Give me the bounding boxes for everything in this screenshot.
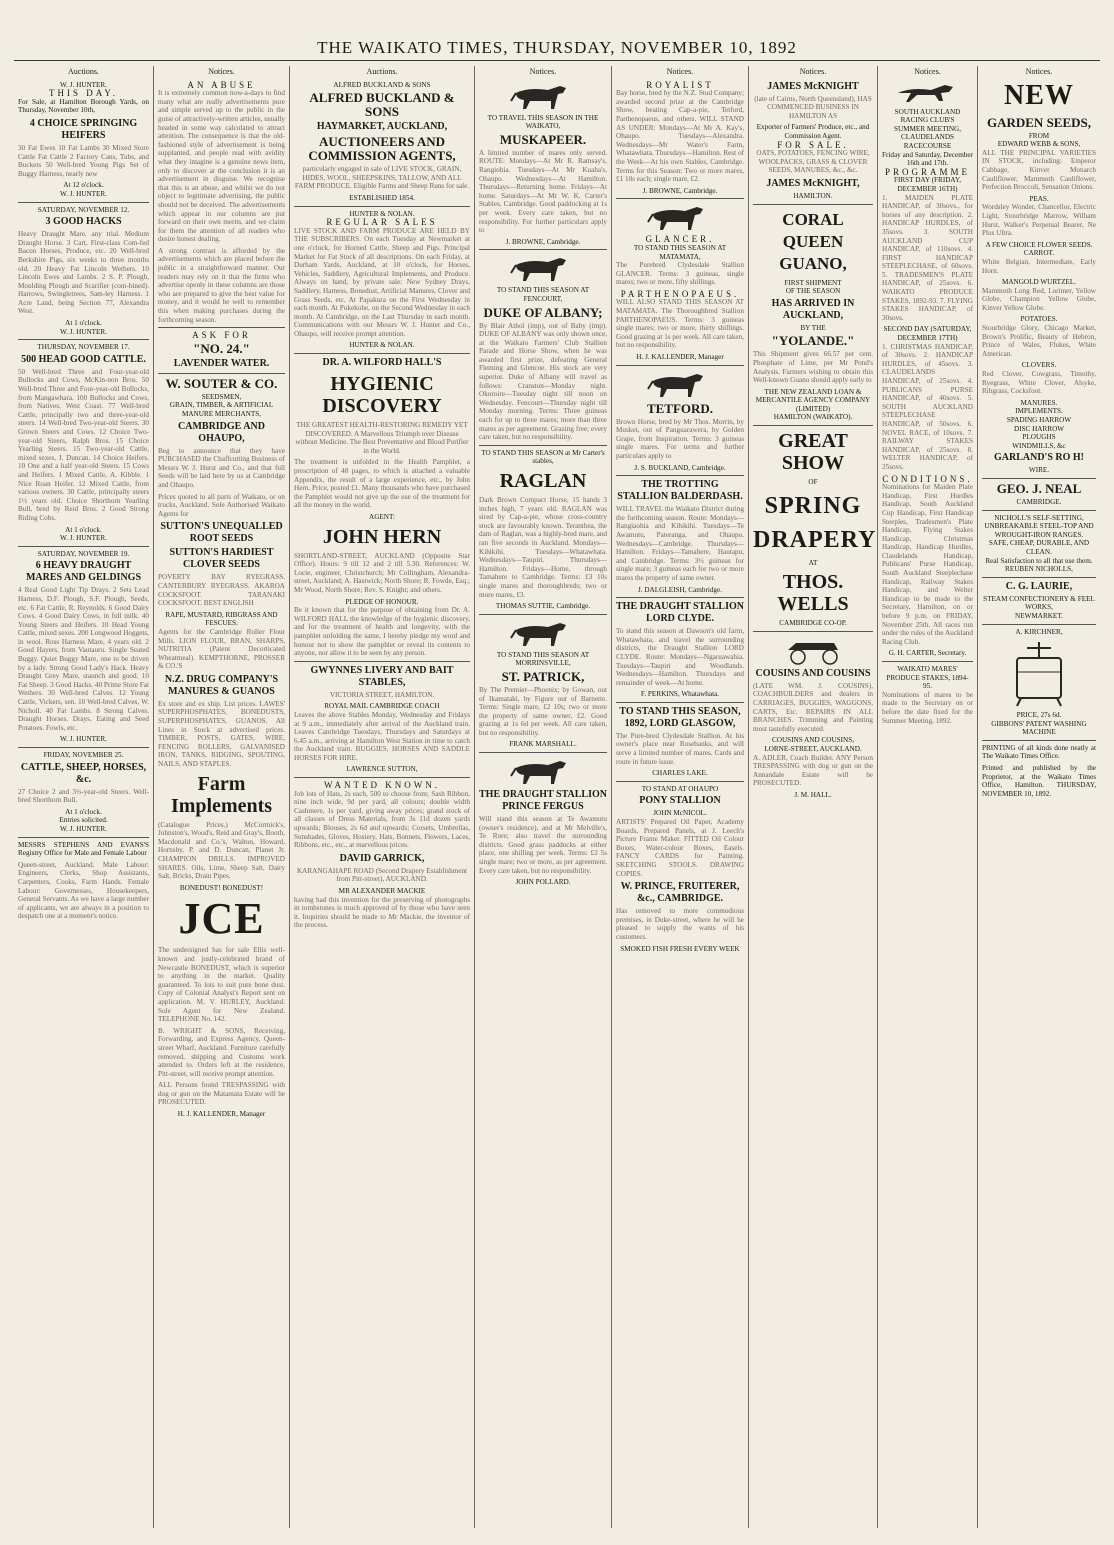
garden-seeds: GARDEN SEEDS,: [986, 114, 1092, 130]
by-the: BY THE: [800, 323, 826, 332]
horse-illustration-icon: [508, 253, 578, 283]
column-auctions-3: [290, 66, 475, 1528]
ask-for-heading: ASK FOR: [192, 330, 251, 341]
racehorse-illustration-icon: [893, 81, 963, 105]
filler-text: The Pure-bred Clydesdale Stallion. At his owner's place near Rosebanks, and will serve a limited number of mares. Cards and route in future issue.: [616, 731, 744, 766]
filler-text: LIVE STOCK AND FARM PRODUCE ARE HELD BY THE SUBSCRIBERS. On each Tuesday at Newmarket at one o'clock, for Horned Cattle, Sheep and Pigs. Principal Market for Fat Stock of all descriptions. On each Friday, at Durham Yards, Auckland, at 10 o'clock, for Horses, Vehicles, Saddlery, Agricultural Implements, and Produce. Always on hand, by private sale: New Sydney Drays, Saddlery, Harness, Bonedust, Artificial Manures, Clover and Grass Seeds, etc. At Papakura on the First Wednesday in each month. At Pukekohe, on the Second Wednesday in each month. At Cambridge, on the Last Thursday in each month. Communications with our Messrs W. J. Hunter and Co., Ohaupo, will receive prompt attention.: [294, 226, 470, 338]
stand-carter: TO STAND THIS SEASON at Mr Carter's stables,: [481, 448, 605, 466]
filler-text: Dark Brown Compact Horse, 15 hands 3 inches high, 7 years old. RAGLAN was sired by Cap-a-pie, whose cross-country stock are favourably known. Teranthea, the dam of Raglan, was a highly-bred mare, and ran five seconds in Auckland. Mondays—Kihikihi. Tuesdays—Whatawhata. Wednesdays—Taupiri. Thursdays—Hamilton. Fridays—Home, through Tamahere to Cambridge. Terms: £3 10s single mares and thoroughbreds; two or more mares, £3.: [479, 496, 607, 599]
filler-text: (Catalogue Prices.) McCormick's, Johnston's, Wood's, Reid and Gray's, Booth, Macdonald and Co.'s, Walton, Howard, Hornsby, P. and D. Duncan, Planet Jr. CHAMPION DRILLS. IMPROVED SHARES. Oils, Lime, Sheep Salt, Dairy Salt, Bricks, Drain Pipes.: [158, 820, 285, 881]
windmills: WINDMILLS, &c: [1012, 441, 1066, 450]
first-day: FIRST DAY (FRIDAY, DECEMBER 16TH): [893, 176, 962, 193]
filler-text: B. WRIGHT & SONS, Receiving, Forwarding, and Express Agency, Queen-street Wharf, Auckland. Furniture carefully removed, shipping and Customs work attended to. Orders left at the residence, Pitt-street, will receive prompt attention.: [158, 1026, 285, 1078]
filler-text: Brown Horse, bred by Mr Thos. Morrin, by Musket, out of Panguarawera, by Golden Grape, from Inspiration. Terms: 3 guineas single mares. For terms and further particulars apply to: [616, 417, 744, 460]
steam-confectionery: STEAM CONFECTIONERY & FEEL WORKS,: [983, 594, 1095, 612]
filler-text: Mammoth Long Red, Lorimer, Yellow Globe, Champion Yellow Globe, Kinver Yellow Globe.: [982, 286, 1096, 312]
prince-fergus: THE DRAUGHT STALLION PRINCE FERGUS: [479, 789, 607, 813]
registry-office-notice: MESSRS STEPHENS AND EVANS'S Registry Office for Male and Female Labour: [18, 840, 149, 858]
column-head: Notices.: [1025, 67, 1053, 76]
filler-text: A limited number of mares only served. ROUTE: Mondays—At Mr R. Ramsay's, Rangiohia. Tuesdays—At Mr Kuaha's, Ohaupo. Wednesdays—At Hamilton. Thursdays—Returning home. Fridays—At home. Saturdays—At Mr W. K. Carter's Stables, Cambridge. Good paddocking at 1s per week. Every care taken, but no responsibility. For further particulars apply to: [479, 148, 607, 235]
horse-illustration-icon: [508, 618, 578, 648]
filler-text: White Belgian, Intermediate, Early Horn.: [982, 257, 1096, 275]
column-notices-5: [612, 66, 749, 1528]
stand-morrinsville: TO STAND THIS SEASON AT MORRINSVILLE,: [496, 650, 590, 668]
neal-cambridge: CAMBRIDGE.: [1016, 497, 1062, 506]
alfred-buckland: ALFRED BUCKLAND & SONS: [309, 90, 455, 120]
filler-text: Has removed to more commodious premises, in Duke-street, where he will be pleased to supply the wants of his customers.: [616, 907, 744, 941]
geo-neal: GEO. J. NEAL: [996, 480, 1082, 496]
john-pollard: JOHN POLLARD.: [515, 878, 571, 887]
for-sale: FOR SALE.: [777, 139, 849, 150]
suttons-clover-seeds: SUTTON'S HARDIEST CLOVER SEEDS: [169, 547, 274, 571]
filler-text: By The Premier—Phoenix; by Gowan, out of Ikamataki, by Figure out of Barnette. Terms: Single mare, £2 10s; two or more the property of same owner, £2. Good grazing at 1s 6d per week. All care taken, but no responsibility.: [479, 685, 607, 737]
carter-secretary: G. H. CARTER, Secretary.: [888, 649, 967, 658]
from-label: FROM: [1028, 131, 1050, 140]
filler-text: Bay horse, bred by the N.Z. Stud Company; awarded second prize at the Cambridge Show, beating Cap-a-pie, Tetford, Parthenopaeus, and others. WILL STAND AS UNDER: Mondays—At Mr A. Kay's, Ohaupo. Tuesdays—Alexandra. Wednesdays—Mr Water's Farm, Whatawhata. Thursdays—Hamilton. Rest of the Week—At his own Stables, Cambridge. Terms for this Season: Two or more mares, £1 10s each; single mare, £2.: [616, 89, 744, 184]
cousins-and-cousins: COUSINS AND COUSINS: [755, 667, 871, 679]
sale-time: At 1 o'clock.: [65, 525, 102, 534]
pony-stallion: PONY STALLION: [639, 795, 721, 807]
kallender-manager: H. J. KALLENDER, Manager: [177, 1110, 266, 1119]
cg-laurie: C. G. LAURIE,: [1005, 580, 1073, 592]
filler-text: Nominations for Maiden Plate Handicap, First Hurdles Handicap, South Auckland Cup Handicap, First Handicap Steeples, Tradesmen's Plate Handicap, Flying Stakes Handicap, Christmas Handicap, Handicap Hurdles, Claudelands Handicap, Publicans' Purse Handicap, South Auckland Steeplechase Handicap, Railway Stakes Handicap, and Welter Handicap to be made to the Secretary, Hamilton, on or before 9 p.m. on FRIDAY, November 25th. All races run under the rules of the Auckland Racing Club.: [882, 483, 973, 646]
wanted-known: WANTED KNOWN.: [324, 780, 440, 791]
pledge-of-honour: PLEDGE OF HONOUR.: [345, 597, 419, 606]
filler-text: particularly engaged in sale of LIVE STOCK, GRAIN, HIDES, WOOL, SHEEPSKINS, TALLOW, AND ALL FARM PRODUCE. Eligible Farms and Sheep Runs for sale.: [294, 165, 470, 191]
filler-text: Prices quoted to all parts of Waikato, or on trucks, Auckland. Sole Authorised Waikato Agents for: [158, 492, 285, 518]
dalgleish-cambridge: J. DALGLEISH, Cambridge.: [637, 585, 723, 594]
regular-sales: REGULAR SALES: [326, 217, 438, 228]
sale-item: 500 HEAD GOOD CATTLE.: [21, 353, 146, 365]
agent-label: AGENT:: [369, 513, 395, 521]
horse-illustration-icon: [508, 81, 578, 111]
hunter-nolan: HUNTER & NOLAN.: [349, 209, 415, 218]
of-season: OF THE SEASON: [785, 287, 841, 296]
carriage-illustration-icon: [778, 635, 848, 665]
filler-text: 30 Fat Ewes 10 Fat Lambs 30 Mixed Store Cattle Fat Cattle 2 Factory Cans, Tubs, and Buckets 50 Well-bred Young Pigs Set of Buggy Harness, nearly new: [18, 143, 149, 178]
garlands: GARLAND'S RO H!: [993, 452, 1084, 464]
potatoes: POTATOES.: [1020, 315, 1058, 324]
filler-text: Stourbridge Glory, Chicago Market, Brown's Prolific, Beauty of Hebron, Prince of Wales, Flukes, White American.: [982, 324, 1096, 358]
filler-text: OATS, POTATOES, FENCING WIRE, WOOLPACKS, GRASS & CLOVER SEEDS, MANURES, &c., &c.: [756, 149, 870, 175]
filler-text: The undersigned has for sale Ellis well-known and justly-celebrated brand of Newcastle BONEDUST, which is superior to anything in the market. Quality guaranteed. To lots to suit pure bone dust. Copy of Colonial Analyst's Report sent on application. M. V. HURLEY, Auckland. Sole Agent for New Zealand. TELEPHONE No. 142.: [158, 946, 285, 1024]
claudelands: CLAUDELANDS RACECOURSE: [900, 133, 955, 150]
seedsmen: SEEDSMEN,: [201, 392, 242, 401]
filler-text: THE GREATEST HEALTH-RESTORING REMEDY YET DISCOVERED. A Marvellous Triumph over Disease without Medicine. The Best Preventative and Blood Purifier in the World.: [295, 421, 469, 455]
column-head: Auctions.: [366, 67, 398, 76]
filler-text: By Blair Athol (imp), out of Baby (imp). DUKE OF ALBANY was only shown once, at the Waikato Farmers' Club Stallion Parade and Horse Show, when he was awarded first prize, defeating General Fleming and Glencoe. His stock are very superior. Duke of Albany will travel as follows: Cranston—Monday night. Okoroire—Tuesday night till noon on Wednesday. Fencourt—Thursday night till Monday morning. Terms: Three guineas each for up to three mares; more than three mares as per agreement. Grazing free; every care taken, but no responsibility.: [479, 321, 607, 442]
auctioneers-agents: AUCTIONEERS AND COMMISSION AGENTS,: [308, 134, 456, 164]
parthenopaeus: PARTHENOPAEUS.: [620, 288, 740, 299]
browne-cambridge: J. BROWNE, Cambridge.: [505, 237, 581, 246]
filler-text: A strong contrast is afforded by the advertisements which are placed before the public in a straightforward manner. Our readers may rely on it that the firms who advertise openly in these columns are those who are prepared to give the best value for money, and it would be well to remember this when making purchases during the forthcoming season.: [158, 246, 285, 324]
clovers: CLOVERS.: [1021, 361, 1057, 370]
royalist: ROYALIST: [646, 79, 714, 90]
filler-text: To stand this season at Dawson's old farm, Whatawhata, and travel the surrounding districts, the Draught Stallion LORD CLYDE. Route: Mondays—Ngaruawahia. Tuesdays—Taupiri and Woodlands. Wednesdays—Hamilton. Thursdays and remainder of week—At home.: [616, 627, 744, 687]
yolande: "YOLANDE.": [771, 333, 855, 349]
filler-text: Will stand this season at Te Awamutu (owner's residence), and at Mr Melville's, Te Rore; also travel the surrounding districts. Good grass paddocks at either place, one shilling per week. Terms: £2 5s single mare; two or more, as per agreement. Every care taken, but no responsibility.: [479, 815, 607, 875]
kirchner: A. KIRCHNER,: [1015, 627, 1063, 636]
race-dates: Friday and Saturday, December 16th and 17th.: [882, 150, 973, 168]
south-auckland-racing: SOUTH AUCKLAND RACING CLUB'S: [894, 107, 961, 125]
sale-date: FRIDAY, NOVEMBER 25.: [43, 751, 124, 759]
of-label: OF: [808, 478, 818, 487]
muskapeer: MUSKAPEER.: [499, 131, 587, 147]
lord-clyde: THE DRAUGHT STALLION LORD CLYDE.: [616, 601, 744, 625]
filler-text: Red Clover, Cowgrass, Timothy, Ryegrass, White Clover, Alsyke, Ribgrass, Cocksfoot.: [982, 370, 1096, 396]
jce-logo: JCE: [178, 894, 265, 944]
implements: IMPLEMENTS.: [1015, 407, 1063, 416]
this-day: THIS DAY.: [48, 88, 118, 99]
smoked-fish: SMOKED FISH FRESH EVERY WEEK: [620, 944, 740, 953]
st-patrick: ST. PATRICK,: [501, 668, 585, 684]
suttons-root-seeds: SUTTON'S UNEQUALLED ROOT SEEDS: [160, 521, 283, 545]
filler-text: ALL Persons found TRESPASSING with dog or gun on the Matamata Estate will be PROSECUTED.: [158, 1081, 285, 1107]
auctioneer-name: W. J. HUNTER.: [59, 824, 108, 833]
column-notices-8: [978, 66, 1100, 1528]
suttie-cambridge: THOMAS SUTTIE, Cambridge.: [495, 602, 591, 611]
great-show: GREAT SHOW: [778, 430, 848, 475]
column-head: Notices.: [208, 67, 235, 76]
filler-text: POVERTY BAY RYEGRASS. CANTERBURY RYEGRASS. AKAROA COCKSFOOT. TARANAKI COCKSFOOT. BEST ENGLISH: [158, 573, 285, 608]
lorne-street: LORNE-STREET, AUCKLAND.: [764, 745, 862, 753]
filler-text: The Purebred Clydesdale Stallion GLANCER. Terms: 3 guineas, single mares; two or more, fifty shillings.: [616, 261, 744, 287]
real-satisfaction: Real Satisfaction to all that use them.: [985, 556, 1093, 565]
at-label: AT: [808, 558, 818, 567]
wilford-hall: DR. A. WILFORD HALL'S: [322, 357, 442, 369]
washing-machine-icon: [1009, 638, 1069, 708]
gibbons-machine: GIBBONS' PATENT WASHING MACHINE: [991, 719, 1087, 737]
filler-text: (LATE WM. J. COUSINS), COACHBUILDERS and dealers in CARRIAGES, BUGGIES, WAGGONS, CARTS, Etc. REPAIRS IN ALL BRANCHES. Trimming and Painting most tastefully executed.: [753, 681, 873, 733]
david-garrick: DAVID GARRICK,: [339, 852, 425, 864]
sale-date: SATURDAY, NOVEMBER 19.: [37, 549, 130, 558]
column-notices-7: [878, 66, 978, 1528]
horse-illustration-icon: [645, 369, 715, 399]
column-notices-6: [749, 66, 878, 1528]
column-head: Auctions.: [68, 67, 99, 76]
cambridge-coop: CAMBRIDGE CO-OP.: [779, 619, 847, 628]
abuse-heading: AN ABUSE: [187, 79, 256, 90]
sale-time: At 1 o'clock.: [65, 807, 102, 816]
auctioneer-name: W. J. HUNTER.: [59, 735, 108, 744]
masthead-rule: [14, 60, 1100, 61]
filler-text: Beg to announce that they have PURCHASED the Chaffcutting Business of Messrs W. J. Hurst and Co., and that full Seeds will be laid here by us at Cambridge and Ohaupo.: [158, 446, 285, 489]
spading-harrow: SPADING HARROW: [1006, 416, 1072, 424]
filler-text: ARTISTS' Prepared Oil Paper, Academy Boards, Prepared Panels, at J. Leech's Picture Frame Maker. FITTED Oil Colour Boxes, Water-colour Boxes, Easels. FANCY CARDS for Painting. SKETCHING STOOLS. DRAWING COPIES.: [616, 818, 744, 878]
sale-time: At 12 o'clock.: [63, 181, 104, 190]
spring-heading: SPRING: [764, 492, 862, 519]
filler-text: Be it known that for the purpose of obtaining from Dr. A. WILFORD HALL the knowledge of the hygienic discovery, and for the treatment of health and longevity, with the pamphlet unfolding the same, I hereby pledge my word and honour not to show the pamphlet or reveal its contents to anyone, nor allow it to be seen by any person.: [294, 606, 470, 658]
no24-heading: "NO. 24.": [193, 340, 250, 356]
raglan: RAGLAN: [499, 470, 587, 492]
column-head: Notices.: [529, 67, 557, 76]
sale-date: THURSDAY, NOVEMBER 17.: [37, 343, 130, 352]
filler-text: Heavy Draught Mare, any trial. Medium Draught Horse. 3 Cart, First-class Com-fed Bacon Horses, Produce, etc. 20 Well-bred Berkshire Pigs, six weeks to three months old. 20 Heavy Fat Lincoln Wethers. 10 Lincoln Ewes and Lambs. 2 S. P. Plough, Moulding Plough and Scarifier (com-bined). Harrows, Swingletrees, Sam-ley Harness. 1 Acre Land, being Section 77, Alexandra West.: [18, 230, 149, 316]
ploughs: PLOUGHS: [1022, 433, 1056, 442]
balderdash: THE TROTTING STALLION BALDERDASH.: [617, 479, 743, 503]
established: ESTABLISHED 1854.: [349, 193, 415, 202]
auctioneer-name: W. J. HUNTER.: [59, 80, 108, 89]
hygienic-discovery: HYGIENIC DISCOVERY: [322, 373, 442, 418]
filler-text: This Shipment gives 66.57 per cent. Phosphate of Lime, per Mr Pond's Analysis. Farmers wishing to obtain this Well-known Guano should apply early to: [753, 350, 873, 385]
arrived-auckland: HAS ARRIVED IN AUCKLAND,: [771, 297, 855, 321]
auctioneer-name: W. J. HUNTER.: [59, 189, 108, 198]
james-mcknight: JAMES McKNIGHT: [767, 80, 859, 92]
stand-matamata: TO STAND THIS SEASON AT MATAMATA,: [633, 243, 727, 261]
filler-text: KARANGAHAPE ROAD (Second Drapery Establishment from Pitt-street), AUCKLAND.: [296, 866, 468, 884]
column-head: Notices.: [666, 67, 694, 76]
filler-text: SHORTLAND-STREET, AUCKLAND (Opposite Star Office). Hours: 9 till 12 and 2 till 5.30. References: W. Locie, engineer, Christchurch; Mr Collingham, Alexandra-street, Auckland; A. Hastwick; North Shore; R. Fowde, Esq.; Mr Wood, North Shore; Rev. S. Knight; and others.: [294, 551, 470, 594]
filler-text: 1. CHRISTMAS HANDICAP, of 30sovs. 2. HANDICAP HURDLES, of 45sovs. 3. CLAUDELANDS HANDICAP, of 25sovs. 4. PUBLICANS PURSE HANDICAP, of 40sovs. 5. SOUTH AUCKLAND STEEPLECHASE HANDICAP, of 50sovs. 6. NOVEL RACE, of 10sovs. 7. RAILWAY STAKES HANDICAP, of 25sovs. 8. WELTER HANDICAP, of 25sovs.: [882, 342, 973, 471]
nz-loan-mercantile: THE NEW ZEALAND LOAN & MERCANTILE AGENCY COMPANY (LIMITED): [755, 387, 871, 413]
auctioneer-name: W. J. HUNTER.: [59, 327, 108, 336]
horse-illustration-icon: [508, 756, 578, 786]
royal-mail-coach: ROYAL MAIL CAMBRIDGE COACH: [324, 702, 440, 711]
safe-cheap: SAFE, CHEAP, DURABLE, AND CLEAN.: [988, 539, 1090, 556]
horse-illustration-icon: [645, 202, 715, 232]
cambridge-ohaupo: CAMBRIDGE AND OHAUPO,: [178, 420, 265, 444]
jm-hall: J. M. HALL.: [794, 790, 832, 799]
stand-ohaupo: TO STAND AT OHAUPO: [641, 784, 719, 793]
duke-of-albany: DUKE OF ALBANY;: [483, 304, 603, 320]
tetford: TETFORD.: [646, 400, 714, 416]
second-day: SECOND DAY (SATURDAY, DECEMBER 17TH): [883, 325, 972, 343]
reuben-nicholls: REUBEN NICHOLLS,: [1005, 565, 1073, 574]
souter-company: W. SOUTER & CO.: [165, 375, 278, 391]
column-auctions-1: [14, 66, 154, 1528]
printing-notice: PRINTING of all kinds done neatly at The Waikato Times Office.: [982, 743, 1096, 761]
filler-text: Wordsley Wonder, Chancellor, Electric Light, Stourbridge Marrow, Wilham Hurst, Walker's Perpetual Bearer, Ne Plus Ultra.: [982, 203, 1096, 238]
filler-text: Queen-street, Auckland. Male Labour: Engineers, Clerks, Shop Assistants, Carpenters, Cooks, Farm Hands. Female Labour: Governesses, Housekeepers, General Servants. As we have a large number of applicants, we are always in a position to despatch one at a moment's notice.: [18, 860, 149, 921]
waikato-produce-stakes: WAIKATO MARES' PRODUCE STAKES, 1894-95.: [886, 665, 969, 691]
mangold-wurtzel: MANGOLD WURTZEL.: [1001, 278, 1077, 287]
nicholls-ranges: NICHOLL'S SELF-SETTING, UNBREAKABLE STEEL-TOP AND WROUGHT-IRON RANGES.: [984, 513, 1094, 539]
entries-solicited: Entries solicited.: [59, 816, 108, 825]
buckland-cambridge: J. S. BUCKLAND, Cambridge.: [634, 463, 726, 472]
alfred-buckland-small: ALFRED BUCKLAND & SONS: [333, 80, 431, 89]
filler-text: It is extremely common now-a-days to find many what are really advertisements pure and simple served up to the public in the guise of attractively-written articles, usually headed in some way calculated to attract attention. The consequence is that the old-fashioned style of advertisement is being supplanted, and people read with avidity what they imagine is a genuine news item, only to discover at the conclusion it is an advertisement in disguise. We recognise that this is an abuse, and whilst we do not object to legitimate advertising, the public should not be deceived. The advertisements which appear in our columns are put forward on their own merits, and we claim for them the attention of all readers who desire honest dealing.: [158, 89, 285, 244]
column-head: Notices.: [914, 67, 941, 76]
sale-item: 4 CHOICE SPRINGING HEIFERS: [29, 117, 138, 141]
flower-seeds: A FEW CHOICE FLOWER SEEDS.: [985, 240, 1093, 249]
filler-text: ALL THE PRINCIPAL VARIETIES IN STOCK, including: Emperor Cabbage, Kinver Monarch Cauliflower, Mammoth Cauliflower, Perfection Broccoli, Sensation Onions.: [982, 148, 1096, 192]
summer-meeting: SUMMER MEETING,: [893, 124, 962, 133]
filler-text: 4 Real Good Light Tip Drays. 2 Sets Lead Harness, D.F. Plough, S.F. Plough, Seeds, etc. 6 Fat Cattle, R. Reynolds. 6 Good Dairy Cows. 4 Good Dairy Cows, in full milk. 40 Young Steers and Heifers. 10 Head Young Cattle, mixed sexes. 200 Longwood Hoggets, in wool. Ross Harness Mare, 4 years old. 2 Good Hayers, from Vautauru. Single Seated Buggy. Quiet Buggy Mare, one to be driven by a lady. Strong Good Lady's Hack. Heavy Draught Grey Mare, staunch and good. 10 Fat Sheep. 3 Good Hacks. 40 Prime Store Fat Wethers. 30 Well-bred Calves. 12 Young Cattle, Vickers, sen. 10 Well-bred Calves, W. Nicholl. 40 Fat Lambs. 8 Strong Calves. Draught Horses. Drays. Eating and Seed Potatoes. Fowls, etc.: [18, 586, 149, 732]
filler-text: VICTORIA STREET, HAMILTON.: [329, 690, 435, 699]
perkins: F. PERKINS, Whatawhata.: [640, 690, 720, 699]
filler-text: Leaves the above Stables Monday, Wednesday and Fridays at 9 a.m., immediately after arrival of the Auckland train. Leaves Cambridge Tuesdays, Thursdays and Saturdays at 6.45 a.m., arriving at Hamilton West Station in time to catch the Auckland train. BUGGIES, HORSES AND SADDLE HORSES FOR HIRE.: [294, 710, 470, 762]
column-notices-4: [475, 66, 612, 1528]
newmarket: NEWMARKET.: [1015, 611, 1063, 620]
james-mcknight-2: JAMES McKNIGHT,: [766, 177, 860, 189]
sale-item: CATTLE, SHEEP, HORSES, &c.: [20, 761, 147, 785]
price-label: PRICE, 27s 6d.: [1016, 711, 1062, 720]
john-mcnicol: JOHN McNICOL.: [653, 809, 707, 818]
nz-drug-company: N.Z. DRUG COMPANY'S MANURES & GUANOS: [164, 673, 279, 697]
hunter-nolan: HUNTER & NOLAN.: [349, 341, 415, 350]
filler-text: having had this invention for the preserving of photographs in tombstones is much approved of by those who have seen it. Inquiries should be made to Mr Mackie, the inventor of the process.: [294, 895, 470, 930]
new-heading: NEW: [1004, 79, 1074, 111]
first-shipment: FIRST SHIPMENT: [784, 278, 842, 287]
sale-item: 6 HEAVY DRAUGHT MARES AND GELDINGS: [25, 560, 142, 584]
lavender-water: LAVENDER WATER.: [173, 357, 270, 369]
frank-marshall: FRANK MARSHALL.: [509, 740, 577, 749]
haymarket: HAYMARKET, AUCKLAND,: [316, 121, 448, 133]
filler-text: A. ADLER, Coach Builder. ANY Person TRESPASSING with dog or gun on the Annandale Estate will be PROSECUTED.: [753, 753, 873, 788]
charles-lake: CHARLES LAKE.: [652, 769, 708, 778]
filler-text: WILL TRAVEL the Waikato District during the forthcoming season. Route: Mondays—Rangiaohia and Kihikihi. Tuesdays—Te Awamutu, Pateranga, and Ohaupo. Wednesdays—Cambridge. Thursdays—Hamilton. Fridays—Tamahere, Hautapu, and Cambridge. Terms: 3½ guineas for single mare; 3 guineas each for two or more mares the property of same owner.: [616, 505, 744, 582]
coral-queen-guano: CORAL QUEEN GUANO,: [779, 209, 847, 273]
hamilton-waikato: HAMILTON (WAIKATO).: [773, 413, 853, 422]
imprint: Printed and published by the Proprietor, at the Waikato Times Office, Hamilton. THURSDAY, NOVEMBER 10, 1892.: [982, 764, 1096, 798]
kallender-manager: H. J. KALLENDER, Manager: [636, 353, 724, 362]
browne-cambridge: J. BROWNE, Cambridge.: [642, 186, 718, 195]
carrot: CARROT.: [1023, 249, 1055, 258]
stand-fencourt: TO STAND THIS SEASON AT FENCOURT,: [496, 286, 590, 303]
column-head: Notices.: [799, 67, 827, 76]
travel-waikato: TO TRAVEL THIS SEASON IN THE WAIKATO,: [487, 113, 599, 131]
john-hern: JOHN HERN: [322, 525, 442, 548]
sale-date: SATURDAY, NOVEMBER 12.: [37, 205, 130, 214]
drapery-heading: DRAPERY: [753, 526, 877, 553]
filler-text: (late of Cairns, North Queensland), HAS COMMENCED BUSINESS IN HAMILTON AS: [754, 94, 872, 120]
sale-time: At 1 o'clock.: [65, 319, 102, 328]
bonedust: BONEDUST! BONEDUST!: [179, 883, 264, 892]
cousins-and-cousins-2: COUSINS AND COUSINS,: [771, 736, 855, 745]
sale-item: 3 GOOD HACKS: [45, 216, 122, 228]
prince-fruiterer: W. PRINCE, FRUITERER, &c., CAMBRIDGE.: [620, 881, 740, 905]
grain-merchants: GRAIN, TIMBER, & ARTIFICIAL MANURE MERCHANTS,: [169, 401, 274, 418]
filler-text: Job lots of Hats, 2s each, 500 to choose from; Sash Ribbon, nine inch wide, 9d per yard, all colours; double width Cashmere, 1s per yard, giving away prices; grand stock of all classes of Dress Materials, from 3s 11d dozen yards upwards; Blouses, 2s 6d and upwards; Corsets, Umbrellas, Sunshades, Gloves, Hosiery, Hats, Bonnets, Flowers, Laces, Ribbons, etc., etc., at marvellous prices.: [294, 789, 470, 850]
lord-glasgow: TO STAND THIS SEASON, 1892, LORD GLASGOW,: [619, 705, 741, 729]
filler-text: Nominations of mares to be made to the Secretary on or before the date fixed for the Summer Meeting, 1892.: [882, 690, 973, 725]
filler-text: Ex store and ex ship. List prices. LAWES' SUPERPHOSPHATES, BONEDUSTS, SUPERPHOSPHATES, GUANOS. All Lines in Stock at advertised prices. TIMBER, POSTS, GATES, WIRE, FENCING ROLLERS, GALVANISED IRON, TANKS, RIDGING, SPOUTING, NAILS, AND STAPLES.: [158, 699, 285, 769]
programme: PROGRAMME: [884, 166, 970, 177]
filler-text: 50 Well-bred Three and Four-year-old Bullocks and Cows, McKin-non Bros. 50 Well-bred Three and Four-year-old Bullocks, from Mangawhara. 100 Bullocks and Cows, from Natives, West Coast. 77 Well-bred Cattle, principally two and three-year-old steers. 14 Well-bred Two-year-old Steers. 30 Grown Steers and Cows. 12 Choice Two-year-old Steers, Ralph Bros. 15 Choice Yearling Steers. 15 Two-year-old Cattle, mixed sexes, J. Duncan. 14 Choice Heifers. 10 One and a half year-old Steers. 15 Cows and Heifers. 1 Mixed Cattle, A. Kibble. 1 Nice Roan Heifer. 12 Mixed Cattle, from various owners. 30 Cattle, principally steers 1½ years old. Choice Shorthorn Yearling Bull, bred by Reid Bros. 2 Good Strong Riding Cobs.: [18, 367, 149, 522]
rape-mustard: RAPE, MUSTARD, RIBGRASS AND FESCUES.: [165, 610, 278, 628]
filler-text: The treatment is unfolded in the Health Pamphlet, a prescription of 48 pages, to which is attached a valuable Appendix, the result of a large experience, etc., by John Hern. Price, posted £1. Many thousands who have purchased the Pamphlet would not give up the use of the treatment for all the money in the world.: [294, 458, 470, 510]
filler-text: 27 Choice 2 and 3½-year-old Steers. Well-bred Shorthorn Bull.: [18, 787, 149, 805]
thos-wells: THOS. WELLS: [777, 571, 849, 616]
disc-harrow: DISC HARROW: [1013, 424, 1065, 433]
filler-text: 1. MAIDEN PLATE HANDICAP, of 30sovs., for horses of any description. 2. HANDICAP HURDLES, of 35sovs. 3. SOUTH AUCKLAND CUP HANDICAP, of 110sovs. 4. FIRST HANDICAP STEEPLECHASE, of 60sovs. 5. TRADESMEN'S PLATE HANDICAP, of 25sovs. 6. WAIKATO PRODUCE STAKES, 1892-93. 7. FLYING STAKES HANDICAP, of 30sovs.: [882, 193, 973, 322]
lawrence-sutton: LAWRENCE SUTTON,: [346, 765, 418, 774]
filler-text: WILL ALSO STAND THIS SEASON AT MATAMATA. The Thoroughbred Stallion PARTHENOPAEUS. Terms: 3 guineas single mares; two or more, thirty shillings. Good grazing at 1s per week. All care taken, but no responsibility.: [616, 298, 744, 350]
sale-notice: For Sale, at Hamilton Borough Yards, on Thursday, November 10th,: [18, 97, 149, 115]
alexander-mackie: MR ALEXANDER MACKIE: [338, 887, 426, 895]
column-notices-2: [154, 66, 290, 1528]
farm-implements: Farm Implements: [170, 772, 273, 817]
gwynnes-stables: GWYNNES LIVERY AND BAIT STABLES,: [310, 664, 454, 688]
wire: WIRE.: [1028, 466, 1050, 475]
manures: MANURES.: [1020, 398, 1058, 407]
masthead: THE WAIKATO TIMES, THURSDAY, NOVEMBER 10, 1892: [317, 38, 797, 57]
auctioneer-name: W. J. HUNTER.: [59, 534, 108, 543]
peas: PEAS.: [1029, 194, 1049, 203]
conditions: CONDITIONS.: [882, 473, 973, 484]
glancer: GLANCER.: [645, 234, 715, 245]
exporter: Exporter of Farmers' Produce, etc., and Commission Agent.: [756, 123, 870, 140]
filler-text: Agents for the Cambridge Roller Flour Mills. LION FLOUR, BRAN, SHARPS, NUTRITIA (Patent Decorticated Wheatmeal). KEMPTHORNE, PROSSER & CO.'S: [158, 627, 285, 671]
edward-webb: EDWARD WEBB & SONS,: [997, 140, 1081, 149]
hamilton-town: HAMILTON.: [793, 191, 833, 200]
